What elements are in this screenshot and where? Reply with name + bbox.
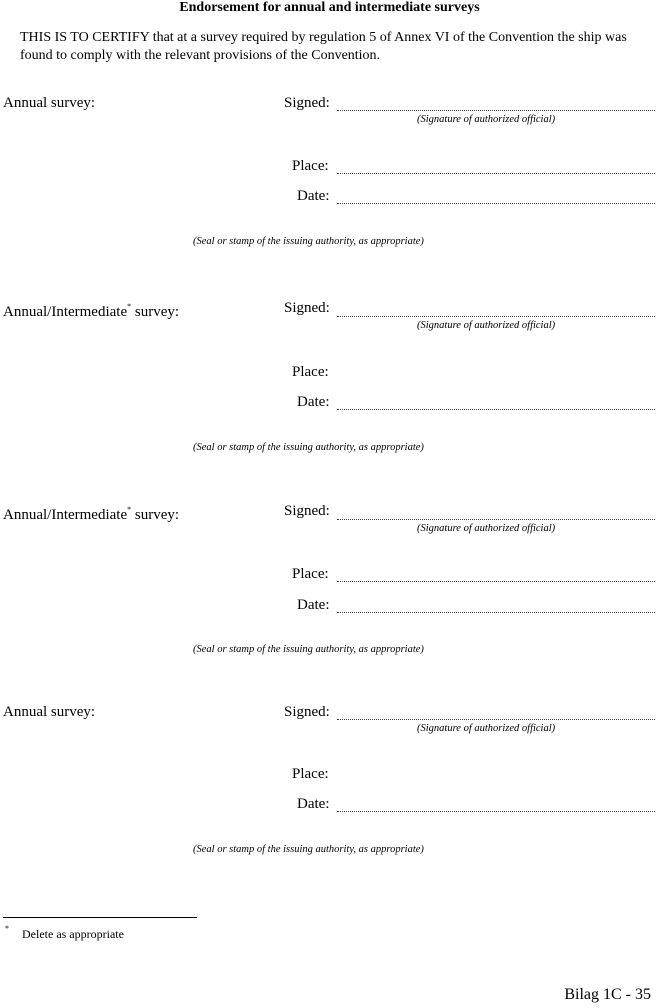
survey-type-label: Annual/Intermediate* survey: bbox=[3, 505, 180, 523]
date-label: Date: bbox=[297, 188, 330, 204]
certification-statement: THIS IS TO CERTIFY that at a survey required by regulation 5 of Annex VI of the Convention the ship was found to comply with the relevant provisions of the Convention. bbox=[20, 30, 627, 63]
seal-caption: (Seal or stamp of the issuing authority, as appropriate) bbox=[193, 236, 424, 247]
place-label: Place: bbox=[292, 766, 329, 782]
seal-caption: (Seal or stamp of the issuing authority, as appropriate) bbox=[193, 844, 424, 855]
signature-caption: (Signature of authorized official) bbox=[417, 523, 556, 534]
footnote-marker: * bbox=[127, 505, 132, 514]
survey-type-label: Annual survey: bbox=[3, 704, 96, 720]
signed-label: Signed: bbox=[284, 95, 330, 111]
seal-caption: (Seal or stamp of the issuing authority, as appropriate) bbox=[193, 644, 424, 655]
footnote-divider bbox=[3, 917, 197, 918]
signature-caption: (Signature of authorized official) bbox=[417, 114, 556, 125]
date-label: Date: bbox=[297, 394, 330, 410]
signed-label: Signed: bbox=[284, 704, 330, 720]
footnote-text: Delete as appropriate bbox=[22, 927, 124, 941]
date-line[interactable] bbox=[337, 612, 655, 613]
signature-line[interactable] bbox=[337, 719, 655, 720]
place-line[interactable] bbox=[337, 173, 655, 174]
signed-label: Signed: bbox=[284, 503, 330, 519]
footnote-marker: * bbox=[5, 924, 9, 933]
date-line[interactable] bbox=[337, 811, 655, 812]
signature-caption: (Signature of authorized official) bbox=[417, 723, 556, 734]
date-line[interactable] bbox=[337, 203, 655, 204]
signed-label: Signed: bbox=[284, 300, 330, 316]
signature-line[interactable] bbox=[337, 316, 655, 317]
signature-caption: (Signature of authorized official) bbox=[417, 320, 556, 331]
page-number: Bilag 1C - 35 bbox=[564, 986, 651, 1003]
survey-type-label: Annual/Intermediate* survey: bbox=[3, 302, 180, 320]
signature-line[interactable] bbox=[337, 519, 655, 520]
place-label: Place: bbox=[292, 158, 329, 174]
place-label: Place: bbox=[292, 566, 329, 582]
footnote-marker: * bbox=[127, 302, 132, 311]
date-label: Date: bbox=[297, 796, 330, 812]
place-line[interactable] bbox=[337, 581, 655, 582]
seal-caption: (Seal or stamp of the issuing authority, as appropriate) bbox=[193, 442, 424, 453]
date-line[interactable] bbox=[337, 409, 655, 410]
signature-line[interactable] bbox=[337, 110, 655, 111]
survey-type-label: Annual survey: bbox=[3, 95, 96, 111]
date-label: Date: bbox=[297, 597, 330, 613]
place-label: Place: bbox=[292, 364, 329, 380]
document-title: Endorsement for annual and intermediate surveys bbox=[179, 0, 480, 15]
